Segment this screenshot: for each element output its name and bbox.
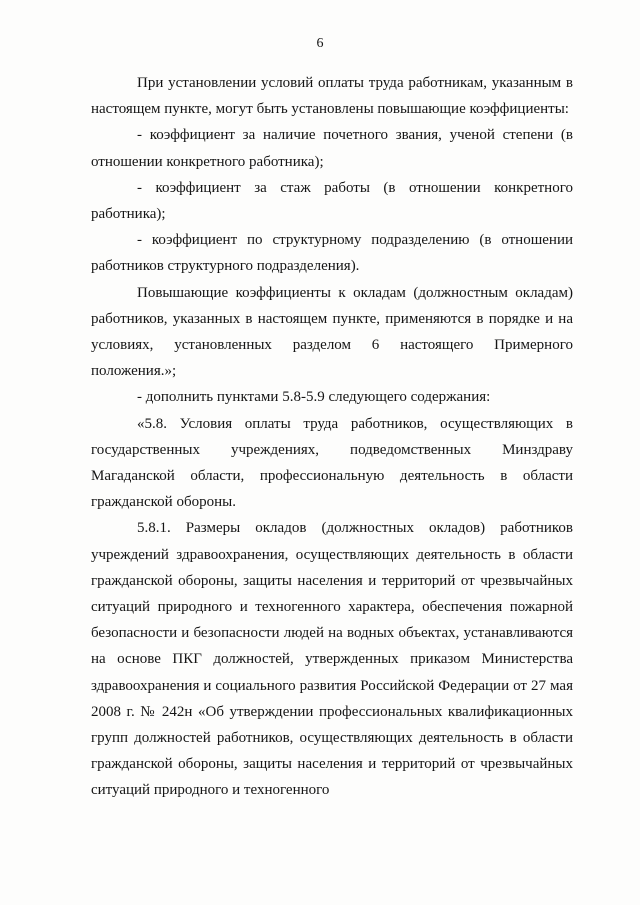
list-item-seniority-coefficient: - коэффициент за стаж работы (в отношении конкретного работника); (91, 179, 573, 223)
section-5-8-1-text: 5.8.1. Размеры окладов (должностных окладов) работников учреждений здравоохранения, осуществляющих деятельность в области гражданской обороны, защиты населения и территорий от чрезвычайных ситуаций природного и техногенного характера, обеспечения пожарной безопасности и безопасности людей на водных объектах, устанавливаются на основе ПКГ должностей, утвержденных приказом Министерства здравоохранения и социального развития Российской Федерации от 27 мая 2008 г. № 242н «Об утверждении профессиональных квалификационных групп должностей работников, осуществляющих деятельность в области гражданской обороны, защиты населения и территорий от чрезвычайных ситуаций природного и техногенного (91, 520, 573, 799)
paragraph-intro-coefficients: При установлении условий оплаты труда работникам, указанным в настоящем пункте, могут быть установлены повышающие коэффициенты: (91, 75, 573, 118)
paragraph-amendment-instruction: - дополнить пунктами 5.8-5.9 следующего содержания: (137, 389, 491, 406)
document-body (91, 70, 573, 804)
section-5-8-heading: «5.8. Условия оплаты труда работников, осуществляющих в государственных учреждениях, подведомственных Минздраву Магаданской области, профессиональную деятельность в области гражданской обороны. (91, 415, 573, 511)
list-item-title-degree-coefficient: - коэффициент за наличие почетного звания, ученой степени (в отношении конкретного работника); (91, 127, 573, 170)
page-number: 6 (316, 36, 324, 51)
paragraph-coefficients-application: Повышающие коэффициенты к окладам (должностным окладам) работников, указанных в настоящем пункте, применяются в порядке и на условиях, установленных разделом 6 настоящего Примерного положения.»; (91, 284, 573, 380)
list-item-department-coefficient: - коэффициент по структурному подразделению (в отношении работников структурного подразделения). (91, 232, 573, 275)
